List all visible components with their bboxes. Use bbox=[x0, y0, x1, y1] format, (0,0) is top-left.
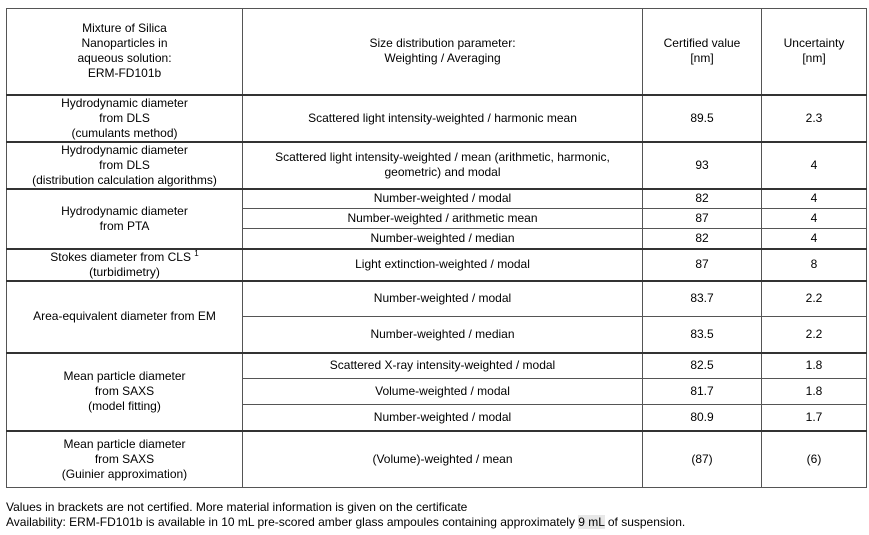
method-cell: Hydrodynamic diameter from DLS (distribution calculation algorithms) bbox=[7, 142, 243, 189]
uncertainty-cell: 2.2 bbox=[762, 317, 867, 353]
table-title: Mixture of Silica Nanoparticles in aqueous solution: ERM-FD101b bbox=[7, 9, 243, 95]
method-cell: Stokes diameter from CLS $^1$ (turbidimetry) bbox=[7, 249, 243, 281]
method-cell: Area-equivalent diameter from EM bbox=[7, 281, 243, 353]
param-cell: Number-weighted / modal bbox=[243, 405, 643, 431]
value-header: Certified value [nm] bbox=[643, 9, 762, 95]
param-header: Size distribution parameter: Weighting / Averaging bbox=[243, 9, 643, 95]
value-cell: 82 bbox=[643, 189, 762, 209]
footnotes bbox=[6, 500, 685, 530]
value-cell: 82 bbox=[643, 229, 762, 249]
param-cell: Light extinction-weighted / modal bbox=[243, 249, 643, 281]
method-cell: Hydrodynamic diameter from DLS (cumulants method) bbox=[7, 95, 243, 142]
value-cell: 83.5 bbox=[643, 317, 762, 353]
table-row bbox=[7, 189, 867, 209]
param-cell: Number-weighted / modal bbox=[243, 281, 643, 317]
value-cell: 81.7 bbox=[643, 379, 762, 405]
footnote-line-2: Availability: ERM-FD101b is available in 10 mL pre-scored amber glass ampoules containing approximately 9 mL of suspension. bbox=[6, 515, 686, 529]
uncertainty-cell: 4 bbox=[762, 189, 867, 209]
param-cell: (Volume)-weighted / mean bbox=[243, 431, 643, 488]
value-cell: 93 bbox=[643, 142, 762, 189]
method-cell: Hydrodynamic diameter from PTA bbox=[7, 189, 243, 249]
param-cell: Scattered X-ray intensity-weighted / modal bbox=[243, 353, 643, 379]
uncertainty-cell: 1.8 bbox=[762, 379, 867, 405]
method-cell: Mean particle diameter from SAXS (model fitting) bbox=[7, 353, 243, 431]
table-row bbox=[7, 142, 867, 189]
value-cell: 80.9 bbox=[643, 405, 762, 431]
uncertainty-cell: 2.2 bbox=[762, 281, 867, 317]
table-row bbox=[7, 95, 867, 142]
value-cell: 89.5 bbox=[643, 95, 762, 142]
uncertainty-cell: 1.8 bbox=[762, 353, 867, 379]
table-row bbox=[7, 431, 867, 488]
uncertainty-cell: 4 bbox=[762, 142, 867, 189]
param-cell: Volume-weighted / modal bbox=[243, 379, 643, 405]
volume-highlight: 9 mL bbox=[578, 515, 605, 529]
value-cell: (87) bbox=[643, 431, 762, 488]
param-cell: Number-weighted / arithmetic mean bbox=[243, 209, 643, 229]
certified-values-table bbox=[6, 8, 867, 488]
value-cell: 82.5 bbox=[643, 353, 762, 379]
footnote-line-1: Values in brackets are not certified. More material information is given on the certificate bbox=[6, 500, 468, 514]
uncertainty-cell: 4 bbox=[762, 229, 867, 249]
header-row bbox=[7, 9, 867, 95]
param-cell: Number-weighted / modal bbox=[243, 189, 643, 209]
table-row bbox=[7, 353, 867, 379]
method-cell: Mean particle diameter from SAXS (Guinier approximation) bbox=[7, 431, 243, 488]
uncertainty-header: Uncertainty [nm] bbox=[762, 9, 867, 95]
uncertainty-cell: 8 bbox=[762, 249, 867, 281]
uncertainty-cell: 1.7 bbox=[762, 405, 867, 431]
value-cell: 83.7 bbox=[643, 281, 762, 317]
table-row bbox=[7, 281, 867, 317]
table-row bbox=[7, 249, 867, 281]
param-cell: Number-weighted / median bbox=[243, 317, 643, 353]
param-cell: Scattered light intensity-weighted / harmonic mean bbox=[243, 95, 643, 142]
param-cell: Number-weighted / median bbox=[243, 229, 643, 249]
param-cell: Scattered light intensity-weighted / mean (arithmetic, harmonic, geometric) and modal bbox=[243, 142, 643, 189]
uncertainty-cell: 4 bbox=[762, 209, 867, 229]
uncertainty-cell: 2.3 bbox=[762, 95, 867, 142]
value-cell: 87 bbox=[643, 209, 762, 229]
footnote-marker: 1 bbox=[194, 248, 199, 258]
uncertainty-cell: (6) bbox=[762, 431, 867, 488]
value-cell: 87 bbox=[643, 249, 762, 281]
